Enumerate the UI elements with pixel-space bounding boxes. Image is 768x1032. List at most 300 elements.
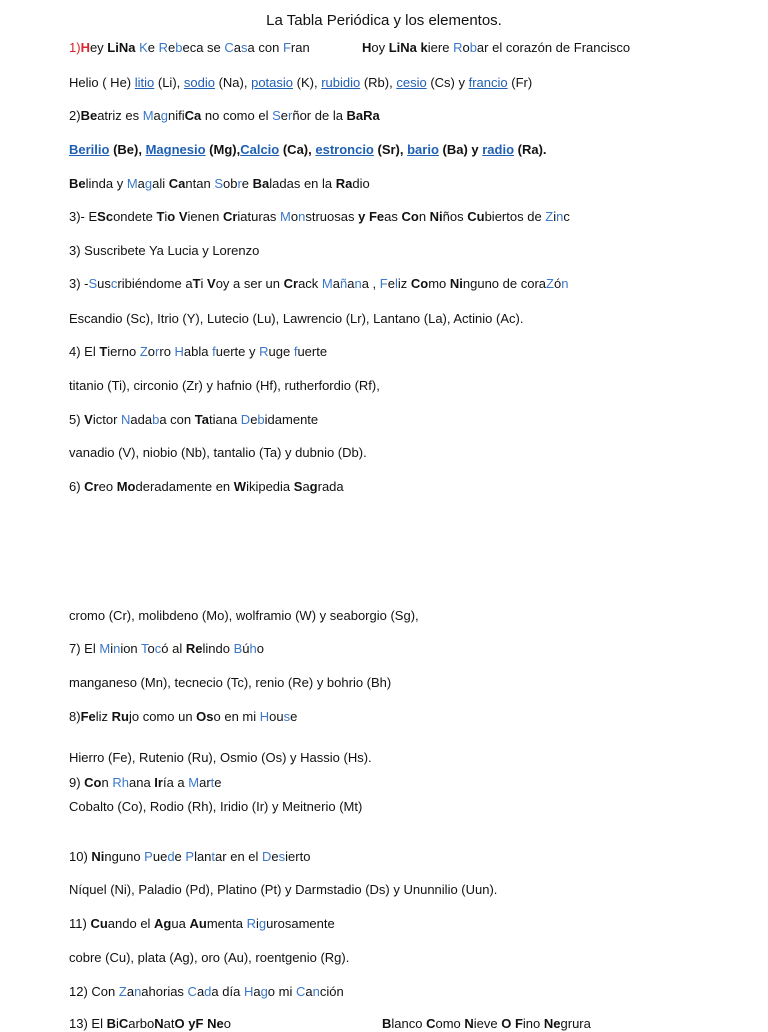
text-run: r [288, 108, 293, 123]
text-run: a [137, 176, 145, 191]
text-line [69, 882, 497, 898]
text-run: ictor [92, 412, 122, 427]
text-run: (Li), [154, 75, 184, 90]
text-run: at [163, 1016, 175, 1031]
text-run: S [88, 276, 98, 291]
text-run: a día [211, 984, 244, 999]
text-run: n [113, 641, 121, 656]
text-run: as [384, 209, 402, 224]
text-run: Fe [80, 709, 96, 724]
text-run: s [283, 709, 291, 724]
text-line [69, 608, 419, 624]
text-run: Re [185, 641, 203, 656]
text-run: k [420, 40, 428, 55]
text-run: a [233, 40, 242, 55]
text-run: ana [128, 775, 155, 790]
text-run: (Be), [109, 142, 146, 157]
text-run: Cu [90, 916, 108, 931]
text-run: Ni [429, 209, 443, 224]
text-run: e [271, 849, 279, 864]
text-run: R [259, 344, 269, 359]
text-run: b [175, 40, 183, 55]
text-run: iaturas [237, 209, 281, 224]
text-run: C [426, 1016, 436, 1031]
text-run: oy a ser un [215, 276, 284, 291]
text-run: S [214, 176, 223, 191]
text-run: n [418, 209, 430, 224]
text-run: ran [290, 40, 310, 55]
text-run: g [260, 984, 268, 999]
text-run: oy [371, 40, 389, 55]
text-run: o [256, 641, 264, 656]
text-run: 11) [69, 916, 91, 931]
text-run: Ra [335, 176, 353, 191]
text-run: Ni [449, 276, 463, 291]
text-run: g [309, 479, 318, 494]
text-run: W [233, 479, 247, 494]
text-run: h [249, 641, 257, 656]
text-run: (Ca), [279, 142, 316, 157]
text-line [69, 479, 344, 495]
text-run: atriz es [97, 108, 143, 123]
text-line [69, 311, 523, 327]
text-run: Co [410, 276, 429, 291]
text-run: o [223, 1016, 231, 1031]
text-run: Au [189, 916, 207, 931]
text-run: biertos de [484, 209, 546, 224]
text-run: 5) [69, 412, 85, 427]
text-run: ar el corazón de Francisco [476, 40, 631, 55]
text-run: a [196, 984, 205, 999]
text-run: H [243, 984, 254, 999]
text-run: Ca [184, 108, 202, 123]
text-run: Ni [91, 849, 105, 864]
text-run: uge [268, 344, 294, 359]
text-run: Hierro (Fe), Rutenio (Ru), Osmio (Os) y Hassio (Hs). [69, 750, 372, 765]
text-run: Be [80, 108, 98, 123]
text-run: (Fr) [507, 75, 533, 90]
text-run: a con [159, 412, 195, 427]
element-link[interactable]: radio [482, 142, 515, 157]
element-link[interactable]: cesio [396, 75, 427, 90]
text-run: D [240, 412, 251, 427]
text-line [69, 176, 370, 192]
text-run: r [237, 176, 242, 191]
text-run: Be [69, 176, 86, 191]
text-run: a [332, 276, 340, 291]
text-run: arbo [128, 1016, 155, 1031]
text-line [69, 445, 367, 461]
text-line [69, 108, 380, 124]
text-run: e [168, 40, 176, 55]
text-line [69, 950, 349, 966]
text-run: a , [361, 276, 380, 291]
text-run: liz [95, 709, 112, 724]
text-run: 10) [69, 849, 92, 864]
text-run: s [241, 40, 248, 55]
text-line [69, 75, 532, 91]
text-run: lindo [202, 641, 234, 656]
text-run: T [141, 641, 148, 656]
text-run: Cobalto (Co), Rodio (Rh), Iridio (Ir) y Meitnerio (Mt) [69, 799, 363, 814]
text-run: D [262, 849, 272, 864]
text-line-right [382, 1016, 591, 1032]
element-link[interactable]: bario [407, 142, 439, 157]
element-link[interactable]: sodio [183, 75, 215, 90]
text-run: cobre (Cu), plata (Ag), oro (Au), roentgenio (Rg). [69, 950, 350, 965]
text-run: s [278, 849, 286, 864]
text-line [69, 209, 570, 225]
text-run: (Rb), [360, 75, 397, 90]
text-run: ondete [113, 209, 157, 224]
text-run: ino [522, 1016, 544, 1031]
text-run: Ca [168, 176, 186, 191]
text-run: H [80, 40, 90, 55]
text-run: l [394, 276, 398, 291]
element-link[interactable]: francio [468, 75, 508, 90]
text-run: (Na), [214, 75, 252, 90]
text-run: N [464, 1016, 474, 1031]
text-run: M [142, 108, 154, 123]
text-run: grura [560, 1016, 591, 1031]
text-run: idamente [264, 412, 319, 427]
text-run: omo [435, 1016, 465, 1031]
text-run: Níquel (Ni), Paladio (Pd), Platino (Pt) y Darmstadio (Ds) y Ununnilio (Uun). [69, 882, 498, 897]
text-run: 8) [69, 709, 81, 724]
text-run: c [110, 276, 118, 291]
text-line [69, 916, 335, 932]
text-run: iere [427, 40, 454, 55]
text-run: R [246, 916, 256, 931]
text-run: g [144, 176, 153, 191]
text-run: 2) [69, 108, 81, 123]
text-run: 12) Con [69, 984, 119, 999]
text-run: ierno [107, 344, 140, 359]
text-run: o [462, 40, 470, 55]
text-run: c [563, 209, 570, 224]
text-run: ada [130, 412, 153, 427]
text-run: Helio ( He) [69, 75, 135, 90]
text-run: yF [188, 1016, 204, 1031]
page-title: La Tabla Periódica y los elementos. [266, 12, 502, 29]
text-run: N [121, 412, 131, 427]
text-run: Os [196, 709, 214, 724]
text-run: M [188, 775, 200, 790]
text-run: n [312, 984, 320, 999]
text-run: abla [183, 344, 213, 359]
text-run: Co [84, 775, 102, 790]
text-run: R [158, 40, 168, 55]
text-run: ción [319, 984, 344, 999]
text-run: eo [98, 479, 117, 494]
text-run: a [253, 984, 261, 999]
text-run: us [97, 276, 111, 291]
text-run: V [84, 412, 93, 427]
text-run: (K), [293, 75, 322, 90]
text-run: ntan [185, 176, 215, 191]
text-run: i [110, 641, 114, 656]
text-run: vanadio (V), niobio (Nb), tantalio (Ta) y dubnio (Db). [69, 445, 367, 460]
text-run: ando el [107, 916, 155, 931]
text-run: lanco [391, 1016, 427, 1031]
text-line [69, 641, 264, 657]
text-run: Cr [222, 209, 238, 224]
text-run: 4) El [69, 344, 100, 359]
text-run: Rh [112, 775, 129, 790]
text-run: d [167, 849, 175, 864]
text-run: ikipedia [246, 479, 294, 494]
text-run: ó [553, 276, 562, 291]
text-run: ey [89, 40, 108, 55]
text-run: lan [194, 849, 212, 864]
text-run: B [233, 641, 243, 656]
text-run: uerte [297, 344, 328, 359]
text-run: e [290, 709, 298, 724]
text-run: V [207, 276, 216, 291]
text-run: tiana [208, 412, 241, 427]
text-line [69, 775, 222, 791]
text-run: o [147, 344, 156, 359]
text-run: eca se [182, 40, 225, 55]
text-run: 3) Suscribete Ya Lucia y Lorenzo [69, 243, 260, 258]
text-run: LiNa [388, 40, 421, 55]
text-run: C [118, 1016, 129, 1031]
text-run: y Fe [358, 209, 385, 224]
text-run: jo como un [128, 709, 197, 724]
text-run: uerte y [215, 344, 260, 359]
text-run: e [241, 176, 253, 191]
text-run: T [99, 344, 108, 359]
text-run: ou [269, 709, 284, 724]
text-run: ieve [473, 1016, 502, 1031]
element-link[interactable]: litio [134, 75, 155, 90]
text-line [69, 849, 310, 865]
text-run: i [164, 209, 168, 224]
text-run: n [354, 276, 362, 291]
element-link[interactable]: estroncio [315, 142, 374, 157]
text-run: K [139, 40, 148, 55]
text-run: T [192, 276, 201, 291]
text-run: e [174, 849, 186, 864]
text-run: mo [428, 276, 450, 291]
text-run: R [453, 40, 463, 55]
text-run: Na [118, 40, 140, 55]
text-run: ar en el [215, 849, 263, 864]
element-link[interactable]: Magnesio [145, 142, 206, 157]
text-run: rada [317, 479, 344, 494]
text-run: e [250, 412, 258, 427]
text-run: r [155, 344, 160, 359]
text-line [69, 799, 362, 815]
text-run: Ir [154, 775, 163, 790]
text-line [69, 378, 380, 394]
text-run: i [255, 916, 259, 931]
text-run: ahorias [141, 984, 188, 999]
element-link[interactable]: rubidio [321, 75, 361, 90]
text-run: Co [401, 209, 419, 224]
text-run: (Mg), [205, 142, 241, 157]
text-run: n [134, 984, 142, 999]
text-run: Z [139, 344, 148, 359]
text-run: Z [545, 209, 554, 224]
text-run: a [153, 108, 161, 123]
text-run: M [99, 641, 111, 656]
text-run: Ne [543, 1016, 561, 1031]
text-run: f [212, 344, 216, 359]
text-run: (Ba) y [438, 142, 483, 157]
text-run: F [282, 40, 291, 55]
text-run: deradamente en [135, 479, 234, 494]
text-run: P [185, 849, 195, 864]
text-run: a [305, 984, 313, 999]
text-run: nguno de cora [462, 276, 546, 291]
text-run: nguno [104, 849, 145, 864]
text-run: ó al [161, 641, 186, 656]
text-run: o mi [267, 984, 296, 999]
text-run: 13) El [69, 1016, 107, 1031]
text-run: a con [247, 40, 283, 55]
text-run: ali [152, 176, 169, 191]
text-run: (Cs) y [426, 75, 469, 90]
text-run: Ta [194, 412, 209, 427]
text-run: 6) [69, 479, 85, 494]
text-run: ñ [340, 276, 348, 291]
text-run: f [293, 344, 298, 359]
text-line [69, 750, 372, 766]
text-run: n [101, 775, 113, 790]
text-run: b [257, 412, 265, 427]
text-run: ro [159, 344, 175, 359]
text-run: ua [171, 916, 190, 931]
text-line [69, 412, 318, 428]
text-run: M [126, 176, 138, 191]
text-run: struosas [305, 209, 359, 224]
text-run: H [174, 344, 184, 359]
text-run: o [147, 641, 155, 656]
text-run: ierto [285, 849, 311, 864]
text-run: ob [222, 176, 238, 191]
text-run: menta [206, 916, 247, 931]
text-run: ue [152, 849, 168, 864]
text-run: ienen [187, 209, 223, 224]
text-run: T [156, 209, 165, 224]
text-run: S [272, 108, 281, 123]
text-run: Ag [154, 916, 172, 931]
text-run: t [211, 849, 216, 864]
text-run: Z [118, 984, 127, 999]
text-run: manganeso (Mn), tecnecio (Tc), renio (Re) y bohrio (Bh) [69, 675, 392, 690]
text-run: ladas en la [269, 176, 336, 191]
text-run: ar [199, 775, 211, 790]
text-run: Cu [467, 209, 485, 224]
text-run: ñor de la [292, 108, 347, 123]
text-run: H [362, 40, 372, 55]
text-run: ía a [162, 775, 189, 790]
element-link[interactable]: Berilio [69, 142, 110, 157]
text-run: BaRa [346, 108, 380, 123]
text-run: linda y [85, 176, 127, 191]
element-link[interactable]: potasio [251, 75, 294, 90]
text-run: 3)- E [69, 209, 98, 224]
text-run: Ru [111, 709, 129, 724]
text-run: g [160, 108, 169, 123]
text-run: ú [242, 641, 250, 656]
text-run: t [210, 775, 215, 790]
text-run: b [152, 412, 160, 427]
text-run: C [187, 984, 197, 999]
text-run: Z [546, 276, 554, 291]
element-link[interactable]: Calcio [240, 142, 280, 157]
text-run: M [321, 276, 333, 291]
text-run: Ba [252, 176, 270, 191]
text-run: ribiéndome a [117, 276, 193, 291]
text-run: titanio (Ti), circonio (Zr) y hafnio (Hf), rutherfordio (Rf), [69, 378, 380, 393]
text-line [69, 1016, 231, 1032]
text-run: e [214, 775, 222, 790]
text-run: iz [397, 276, 411, 291]
text-run: cromo (Cr), molibdeno (Mo), wolframio (W) y seaborgio (Sg), [69, 608, 419, 623]
text-run: dio [352, 176, 370, 191]
text-run: e [387, 276, 395, 291]
text-run: P [144, 849, 153, 864]
text-line [69, 276, 568, 292]
text-line [69, 40, 310, 56]
text-run: (Sr), [373, 142, 408, 157]
text-run: 3) - [69, 276, 89, 291]
text-run: n [561, 276, 569, 291]
text-line-right [362, 40, 630, 56]
text-run: d [204, 984, 212, 999]
text-run: i [115, 1016, 119, 1031]
text-run: S [293, 479, 303, 494]
text-run: C [295, 984, 306, 999]
text-run: i [553, 209, 557, 224]
text-run: c [154, 641, 162, 656]
text-run: M [280, 209, 291, 224]
text-run: e [280, 108, 288, 123]
text-run: a [347, 276, 355, 291]
text-line [69, 709, 297, 725]
text-line [69, 142, 547, 158]
text-run: ack [298, 276, 322, 291]
text-run: C [224, 40, 234, 55]
text-run: O [174, 1016, 185, 1031]
text-run: o en mi [213, 709, 260, 724]
text-run: Li [107, 40, 119, 55]
text-run: Cr [283, 276, 299, 291]
text-run: ion [120, 641, 142, 656]
text-line [69, 675, 391, 691]
text-run: (Ra). [514, 142, 547, 157]
text-run: b [469, 40, 477, 55]
text-run: Sc [97, 209, 114, 224]
text-run: 7) El [69, 641, 100, 656]
text-run: Escandio (Sc), Itrio (Y), Lutecio (Lu), Lawrencio (Lr), Lantano (La), Actinio (Ac). [69, 311, 524, 326]
text-run: 9) [69, 775, 85, 790]
text-run: o [290, 209, 299, 224]
text-run: a [126, 984, 135, 999]
text-run: F [379, 276, 388, 291]
text-run: H [259, 709, 270, 724]
text-run: n [298, 209, 306, 224]
text-run: n [556, 209, 564, 224]
text-run: O F [501, 1016, 523, 1031]
text-run: B [106, 1016, 116, 1031]
text-run: no como el [201, 108, 273, 123]
text-run: e [147, 40, 159, 55]
text-run: Mo [116, 479, 136, 494]
text-run: o V [167, 209, 188, 224]
